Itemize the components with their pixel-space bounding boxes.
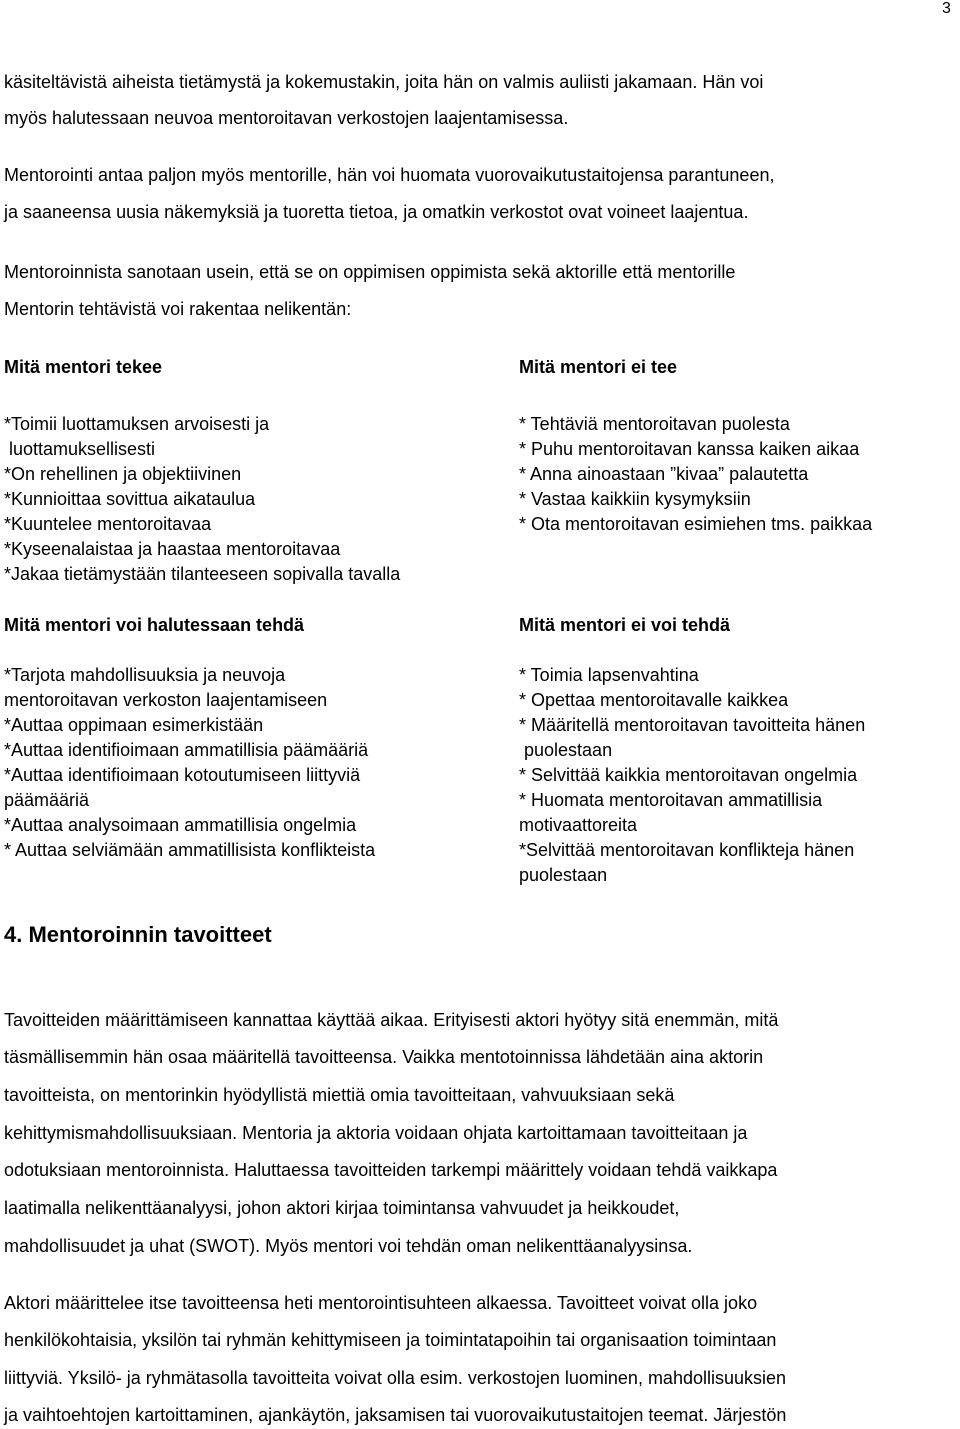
list-item: *Auttaa identifioimaan kotoutumiseen liittyviä <box>4 765 361 785</box>
quadrant-heading: Mitä mentori voi halutessaan tehdä <box>4 615 305 635</box>
list-item: luottamuksellisesti <box>4 439 156 459</box>
text-line: Mentorointi antaa paljon myös mentorille, hän voi huomata vuorovaikutustaitojensa parantuneen, <box>4 165 775 185</box>
text-line: tavoitteista, on mentorinkin hyödyllistä miettiä omia tavoitteitaan, vahvuuksiaan sekä <box>4 1085 675 1105</box>
list-item: * Toimia lapsenvahtina <box>519 665 699 685</box>
page-number: 3 <box>942 0 951 17</box>
list-item: *Auttaa oppimaan esimerkistään <box>4 715 264 735</box>
quadrant-mentor-does-not <box>519 355 872 537</box>
list-item: *On rehellinen ja objektiivinen <box>4 464 242 484</box>
text-line: Tavoitteiden määrittämiseen kannattaa käyttää aikaa. Erityisesti aktori hyötyy sitä enemmän, mitä <box>4 1010 779 1030</box>
list-item: *Kyseenalaistaa ja haastaa mentoroitavaa <box>4 539 341 559</box>
quadrant-heading: Mitä mentori ei tee <box>519 357 678 377</box>
list-item: * Puhu mentoroitavan kanssa kaiken aikaa <box>519 439 860 459</box>
list-item: *Kuuntelee mentoroitavaa <box>4 514 212 534</box>
list-item: * Opettaa mentoroitavalle kaikkea <box>519 690 789 710</box>
text-line: laatimalla nelikenttäanalyysi, johon aktori kirjaa toimintansa vahvuudet ja heikkoudet, <box>4 1198 680 1218</box>
list-item: * Selvittää kaikkia mentoroitavan ongelmia <box>519 765 858 785</box>
list-item: *Auttaa identifioimaan ammatillisia päämääriä <box>4 740 369 760</box>
text-line: täsmällisemmin hän osaa määritellä tavoitteensa. Vaikka mentotoinnissa lähdetään aina aktorin <box>4 1047 764 1067</box>
list-item: motivaattoreita <box>519 815 638 835</box>
list-item: puolestaan <box>519 740 613 760</box>
quadrant-heading: Mitä mentori tekee <box>4 357 163 377</box>
list-item: *Selvittää mentoroitavan konflikteja hänen <box>519 840 855 860</box>
list-item: * Vastaa kaikkiin kysymyksiin <box>519 489 751 509</box>
text-line: myös halutessaan neuvoa mentoroitavan verkostojen laajentamisessa. <box>4 108 569 128</box>
section-heading: 4. Mentoroinnin tavoitteet <box>4 922 272 947</box>
list-item: päämääriä <box>4 790 90 810</box>
list-item: * Auttaa selviämään ammatillisista konflikteista <box>4 840 376 860</box>
list-item: * Anna ainoastaan ”kivaa” palautetta <box>519 464 809 484</box>
list-item: *Kunnioittaa sovittua aikataulua <box>4 489 256 509</box>
list-item: *Jakaa tietämystään tilanteeseen sopivalla tavalla <box>4 564 401 584</box>
quadrant-mentor-may-do <box>4 613 375 863</box>
quadrant-list <box>519 412 872 537</box>
list-item: * Ota mentoroitavan esimiehen tms. paikkaa <box>519 514 873 534</box>
text-line: odotuksiaan mentoroinnista. Haluttaessa tavoitteiden tarkempi määrittely voidaan tehdä vaikkapa <box>4 1160 778 1180</box>
text-line: henkilökohtaisia, yksilön tai ryhmän kehittymiseen ja toimintatapoihin tai organisaation toimintaan <box>4 1330 777 1350</box>
text-line: liittyviä. Yksilö- ja ryhmätasolla tavoitteita voivat olla esim. verkostojen luominen, mahdollisuuksien <box>4 1368 787 1388</box>
list-item: puolestaan <box>519 865 608 885</box>
list-item: * Tehtäviä mentoroitavan puolesta <box>519 414 790 434</box>
text-line: mahdollisuudet ja uhat (SWOT). Myös mentori voi tehdän oman nelikenttäanalyysinsa. <box>4 1236 693 1256</box>
list-item: mentoroitavan verkoston laajentamiseen <box>4 690 328 710</box>
quadrant-heading: Mitä mentori ei voi tehdä <box>519 615 731 635</box>
text-line: käsiteltävistä aiheista tietämystä ja kokemustakin, joita hän on valmis auliisti jakamaan. Hän voi <box>4 72 764 92</box>
list-item: * Määritellä mentoroitavan tavoitteita hänen <box>519 715 866 735</box>
text-line: Mentoroinnista sanotaan usein, että se on oppimisen oppimista sekä aktorille että mentorille <box>4 262 736 282</box>
text-line: ja vaihtoehtojen kartoittaminen, ajankäytön, jaksamisen tai vuorovaikutustaitojen teemat. Järjestön <box>4 1405 787 1425</box>
list-item: *Toimii luottamuksen arvoisesti ja <box>4 414 270 434</box>
quadrant-list <box>4 412 400 587</box>
list-item: *Auttaa analysoimaan ammatillisia ongelmia <box>4 815 357 835</box>
quadrant-list <box>4 663 375 863</box>
text-line: ja saaneensa uusia näkemyksiä ja tuoretta tietoa, ja omatkin verkostot ovat voineet laajentua. <box>4 202 749 222</box>
text-line: Aktori määrittelee itse tavoitteensa heti mentorointisuhteen alkaessa. Tavoitteet voivat olla joko <box>4 1293 758 1313</box>
quadrant-mentor-does <box>4 355 400 587</box>
quadrant-list <box>519 663 865 888</box>
list-item: * Huomata mentoroitavan ammatillisia <box>519 790 823 810</box>
text-line: kehittymismahdollisuuksiaan. Mentoria ja aktoria voidaan ohjata kartoittamaan tavoitteitaan ja <box>4 1123 748 1143</box>
list-item: *Tarjota mahdollisuuksia ja neuvoja <box>4 665 286 685</box>
quadrant-mentor-cannot-do <box>519 613 865 888</box>
text-line: Mentorin tehtävistä voi rakentaa nelikentän: <box>4 299 352 319</box>
